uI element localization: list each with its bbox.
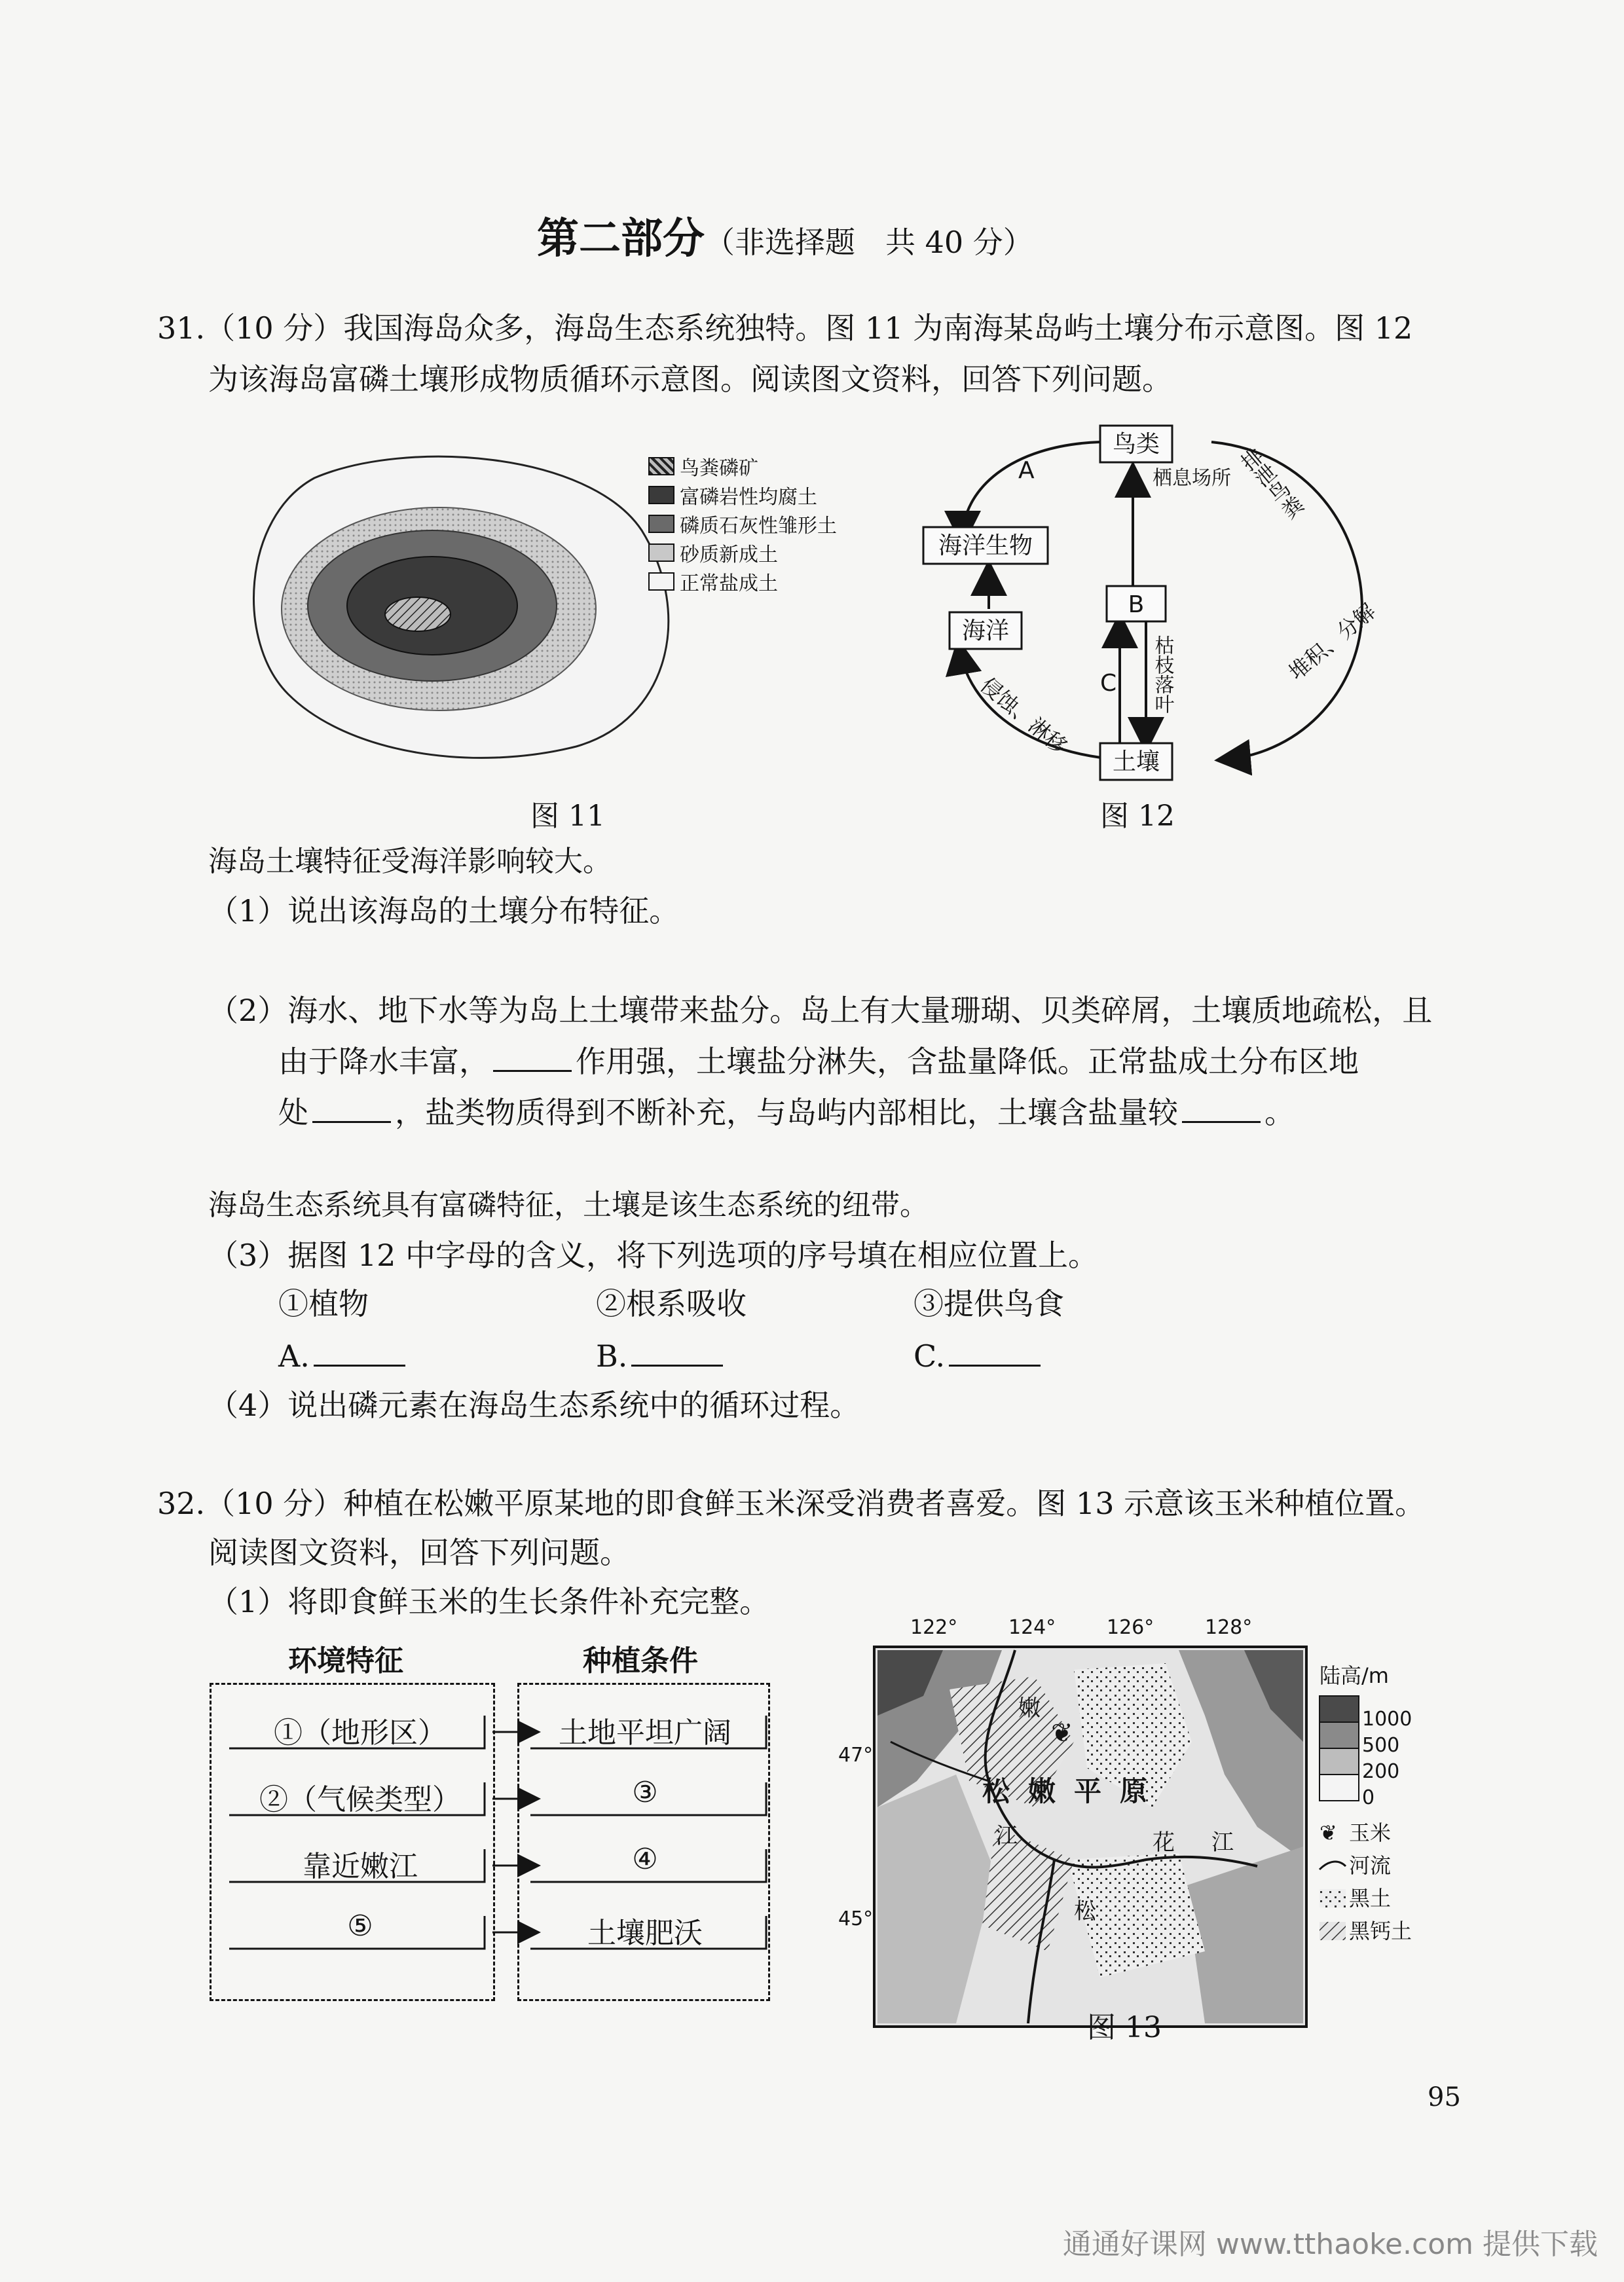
conditions-diagram bbox=[210, 1637, 786, 2004]
label-litter: 枯枝落叶 bbox=[1151, 635, 1174, 714]
black-soil-legend-icon bbox=[1320, 1889, 1346, 1907]
right-row-4: 土壤肥沃 bbox=[587, 1917, 703, 1950]
left-row-3: 靠近嫩江 bbox=[303, 1850, 418, 1883]
swatch-icon bbox=[648, 515, 674, 533]
figure-12-caption: 图 12 bbox=[1100, 800, 1175, 833]
place-ping: 平 bbox=[1074, 1775, 1102, 1807]
page-number: 95 bbox=[1428, 2082, 1461, 2112]
legend-label: 富磷岩性均腐土 bbox=[680, 486, 817, 509]
text: 处 bbox=[278, 1095, 308, 1130]
q31-part2-line2 bbox=[278, 1041, 1359, 1082]
q31-note2: 海岛生态系统具有富磷特征，土壤是该生态系统的纽带。 bbox=[208, 1188, 929, 1222]
answer-blank[interactable] bbox=[949, 1336, 1041, 1367]
fill-label: C. bbox=[913, 1338, 946, 1374]
figure-13-caption: 图 13 bbox=[1087, 2011, 1162, 2044]
legend-corn: 玉米 bbox=[1349, 1820, 1392, 1845]
label-c: C bbox=[1100, 670, 1117, 697]
elev-0-swatch bbox=[1320, 1775, 1359, 1801]
q31-part2-line1: （2）海水、地下水等为岛上土壤带来盐分。岛上有大量珊瑚、贝类碎屑，土壤质地疏松，且 bbox=[208, 993, 1433, 1028]
answer-blank[interactable] bbox=[631, 1336, 723, 1367]
figure-12 bbox=[904, 413, 1401, 805]
label-excrete: 排泄鸟粪 bbox=[1234, 443, 1308, 524]
figure-11-legend bbox=[648, 452, 837, 596]
section-title bbox=[537, 210, 1033, 272]
river-label-jiang2: 江 bbox=[1211, 1830, 1234, 1856]
legend-item bbox=[648, 452, 837, 481]
lat-47: 47° bbox=[838, 1744, 874, 1767]
lat-45: 45° bbox=[838, 1907, 874, 1930]
fill-c bbox=[913, 1336, 1044, 1376]
river-label-jiang1: 江 bbox=[995, 1823, 1018, 1849]
place-nen: 嫩 bbox=[1028, 1775, 1056, 1807]
q32-part1: （1）将即食鲜玉米的生长条件补充完整。 bbox=[208, 1584, 770, 1619]
q32-intro-line1: 32.（10 分）种植在松嫩平原某地的即食鲜玉米深受消费者喜爱。图 13 示意该玉米种植位置。 bbox=[157, 1486, 1426, 1521]
fill-label: B. bbox=[596, 1338, 628, 1374]
lon-128: 128° bbox=[1205, 1616, 1253, 1639]
legend-label: 磷质石灰性雏形土 bbox=[680, 515, 837, 538]
guano-zone bbox=[385, 597, 451, 631]
right-row-1: 土地平坦广阔 bbox=[559, 1716, 731, 1750]
right-row-2[interactable]: ③ bbox=[632, 1776, 658, 1809]
figure-11 bbox=[236, 439, 707, 779]
node-ocean-label: 海洋 bbox=[961, 617, 1010, 644]
legend-item bbox=[648, 481, 837, 509]
legend-label: 鸟粪磷矿 bbox=[680, 457, 758, 480]
q31-part4: （4）说出磷元素在海岛生态系统中的循环过程。 bbox=[208, 1388, 860, 1423]
section-title-main: 第二部分 bbox=[537, 214, 705, 263]
legend-black-calcic: 黑钙土 bbox=[1349, 1919, 1412, 1943]
arc-excrete bbox=[1211, 442, 1362, 609]
fill-label: A. bbox=[278, 1338, 310, 1374]
section-title-sub: （非选择题 共 40 分） bbox=[705, 225, 1033, 260]
label-a: A bbox=[1018, 457, 1035, 484]
river-label-song: 松 bbox=[1074, 1898, 1096, 1924]
guano-swatch-icon bbox=[648, 457, 674, 475]
q31-note1: 海岛土壤特征受海洋影响较大。 bbox=[208, 845, 612, 878]
legend-label: 正常盐成土 bbox=[680, 572, 778, 595]
node-marine-label: 海洋生物 bbox=[938, 532, 1033, 559]
answer-blank[interactable] bbox=[314, 1336, 405, 1367]
black-calcic-legend-icon bbox=[1320, 1922, 1346, 1940]
fill-b bbox=[596, 1336, 727, 1376]
legend-1000: 1000 bbox=[1362, 1708, 1412, 1731]
text: ，盐类物质得到不断补充，与岛屿内部相比，土壤含盐量较 bbox=[395, 1095, 1178, 1130]
legend-item bbox=[648, 538, 837, 567]
right-row-3[interactable]: ④ bbox=[632, 1843, 658, 1876]
answer-blank[interactable] bbox=[493, 1041, 572, 1072]
fill-a bbox=[278, 1336, 409, 1376]
river-label-nen: 嫩 bbox=[1018, 1695, 1041, 1721]
option-1: ①植物 bbox=[278, 1286, 369, 1321]
lon-124: 124° bbox=[1008, 1616, 1056, 1639]
label-erosion: 侵蚀、淋移 bbox=[975, 672, 1072, 759]
right-header: 种植条件 bbox=[583, 1644, 698, 1678]
legend-black-soil: 黑土 bbox=[1349, 1886, 1392, 1911]
node-birds-label: 鸟类 bbox=[1112, 431, 1160, 458]
legend-river: 河流 bbox=[1349, 1853, 1392, 1878]
swatch-icon bbox=[648, 572, 674, 591]
river-label-hua: 花 bbox=[1153, 1830, 1175, 1856]
arrow-a bbox=[963, 442, 1100, 537]
legend-0: 0 bbox=[1362, 1786, 1375, 1809]
swatch-icon bbox=[648, 543, 674, 562]
lon-126: 126° bbox=[1107, 1616, 1154, 1639]
lon-122: 122° bbox=[910, 1616, 958, 1639]
river-legend-icon bbox=[1320, 1862, 1346, 1869]
q31-part1: （1）说出该海岛的土壤分布特征。 bbox=[208, 893, 680, 929]
q31-part3: （3）据图 12 中字母的含义，将下列选项的序号填在相应位置上。 bbox=[208, 1238, 1099, 1273]
elev-1000-swatch bbox=[1320, 1696, 1359, 1722]
legend-item bbox=[648, 509, 837, 538]
place-song: 松 bbox=[982, 1775, 1010, 1807]
q31-intro-line2: 为该海岛富磷土壤形成物质循环示意图。阅读图文资料，回答下列问题。 bbox=[208, 361, 1172, 397]
option-2: ②根系吸收 bbox=[596, 1286, 747, 1321]
corn-legend-icon: ❦ bbox=[1320, 1820, 1337, 1845]
elev-500-swatch bbox=[1320, 1722, 1359, 1748]
place-yuan: 原 bbox=[1120, 1775, 1148, 1807]
elev-200-swatch bbox=[1320, 1748, 1359, 1775]
corn-location-icon: ❦ bbox=[1051, 1718, 1073, 1748]
label-deposit: 堆积、分解 bbox=[1283, 598, 1380, 686]
legend-title: 陆高/m bbox=[1320, 1663, 1389, 1688]
q31-part2-line3 bbox=[278, 1092, 1295, 1133]
text: 作用强，土壤盐分淋失，含盐量降低。正常盐成土分布区地 bbox=[576, 1044, 1359, 1079]
q31-intro-line1: 31.（10 分）我国海岛众多，海岛生态系统独特。图 11 为南海某岛屿土壤分布示意图。图 12 bbox=[157, 310, 1413, 346]
answer-blank[interactable] bbox=[1182, 1092, 1261, 1123]
text: 由于降水丰富， bbox=[278, 1044, 489, 1079]
left-row-4: ⑤ bbox=[347, 1909, 373, 1943]
option-3: ③提供鸟食 bbox=[913, 1286, 1064, 1321]
left-header: 环境特征 bbox=[288, 1644, 403, 1678]
legend-500: 500 bbox=[1362, 1734, 1400, 1757]
text: 。 bbox=[1264, 1095, 1295, 1130]
left-row-2: ②（气候类型） bbox=[259, 1783, 461, 1816]
label-habitat: 栖息场所 bbox=[1153, 467, 1231, 490]
figure-13 bbox=[838, 1611, 1467, 2043]
node-b-label: B bbox=[1128, 591, 1145, 618]
left-row-1: ①（地形区） bbox=[274, 1716, 447, 1750]
figure-11-caption: 图 11 bbox=[530, 800, 605, 833]
node-soil-label: 土壤 bbox=[1112, 748, 1160, 775]
legend-label: 砂质新成土 bbox=[680, 543, 778, 566]
answer-blank[interactable] bbox=[312, 1092, 391, 1123]
footer-watermark: 通通好课网 www.tthaoke.com 提供下载 bbox=[1062, 2228, 1598, 2261]
q32-intro-line2: 阅读图文资料，回答下列问题。 bbox=[208, 1535, 630, 1570]
legend-item bbox=[648, 567, 837, 596]
swatch-icon bbox=[648, 486, 674, 504]
legend-200: 200 bbox=[1362, 1760, 1400, 1783]
